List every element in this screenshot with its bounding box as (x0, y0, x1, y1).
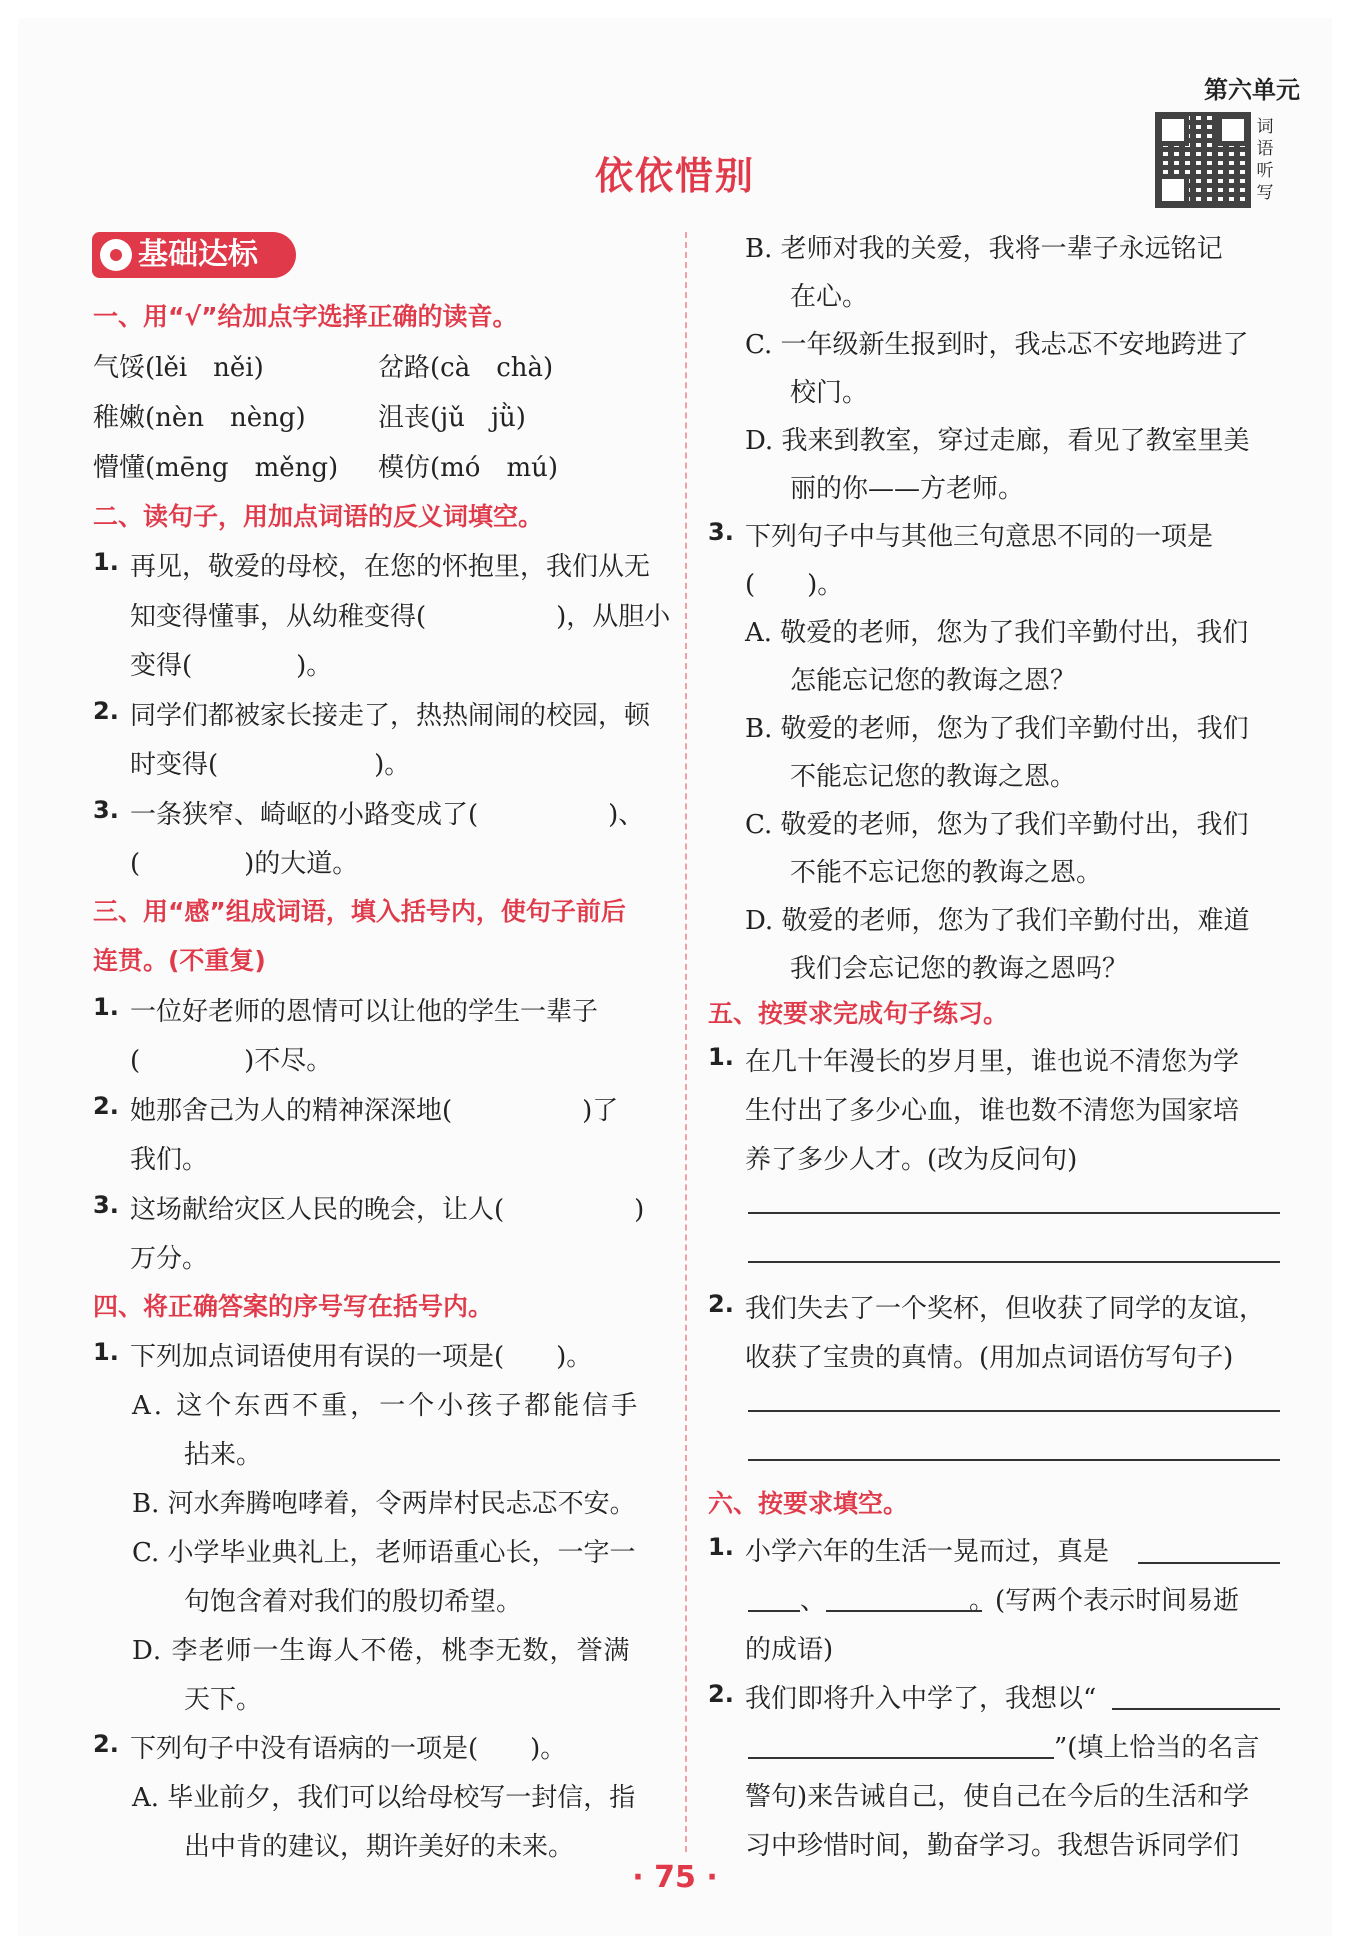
choice-option: B. 敬爱的老师，您为了我们辛勤付出，我们 (745, 714, 1249, 744)
question-text: 我们。 (130, 1145, 209, 1175)
question-text: 养了多少人才。(改为反问句) (745, 1145, 1078, 1175)
question-text: 一位好老师的恩情可以让他的学生一辈子 (130, 997, 599, 1027)
choice-option: 校门。 (790, 378, 869, 408)
question-number: 1. (708, 1533, 734, 1561)
choice-option: C. 小学毕业典礼上，老师语重心长，一字一 (132, 1538, 636, 1568)
choice-option: C. 一年级新生报到时，我忐忑不安地跨进了 (745, 330, 1249, 360)
answer-line[interactable] (826, 1610, 982, 1612)
question-number: 3. (93, 1191, 119, 1219)
section-4-title: 四、将正确答案的序号写在括号内。 (93, 1292, 494, 1321)
question-number: 1. (93, 993, 119, 1021)
pinyin-option[interactable]: 岔路(cà chà) (378, 353, 554, 383)
question-text: 下列加点词语使用有误的一项是( )。 (130, 1342, 593, 1372)
question-number: 3. (93, 796, 119, 824)
page-number: · 75 · (632, 1860, 718, 1895)
question-number: 1. (93, 1338, 119, 1366)
answer-line[interactable] (748, 1410, 1280, 1412)
answer-line[interactable] (748, 1261, 1280, 1263)
question-text: 生付出了多少心血，谁也数不清您为国家培 (745, 1096, 1240, 1126)
choice-option: 拈来。 (184, 1440, 263, 1470)
choice-option: A. 敬爱的老师，您为了我们辛勤付出，我们 (745, 618, 1249, 648)
question-text: 习中珍惜时间，勤奋学习。我想告诉同学们 (745, 1831, 1240, 1861)
answer-line[interactable] (748, 1459, 1280, 1461)
choice-option: 丽的你——方老师。 (790, 474, 1025, 504)
answer-line[interactable] (748, 1610, 800, 1612)
choice-option: 不能不忘记您的教诲之恩。 (790, 858, 1103, 888)
question-text: 这场献给灾区人民的晚会，让人( ) (130, 1195, 645, 1225)
choice-option: A. 这个东西不重，一个小孩子都能信手 (132, 1391, 641, 1421)
question-text: 万分。 (130, 1244, 209, 1274)
choice-option: 句饱含着对我们的殷切希望。 (184, 1587, 523, 1617)
answer-line[interactable] (1138, 1562, 1280, 1564)
choice-option: 出中肯的建议，期许美好的未来。 (184, 1832, 575, 1862)
column-divider (685, 232, 687, 1852)
question-number: 2. (93, 1730, 119, 1758)
choice-option: 不能忘记您的教诲之恩。 (790, 762, 1077, 792)
question-text: 的成语) (745, 1635, 834, 1665)
question-text: 变得( )。 (130, 651, 333, 681)
pinyin-option[interactable]: 沮丧(jǔ jǜ) (378, 403, 526, 433)
section-3-title: 连贯。(不重复) (93, 946, 266, 975)
question-text: 下列句子中没有语病的一项是( )。 (130, 1734, 567, 1764)
section-6-title: 六、按要求填空。 (708, 1489, 909, 1518)
question-number: 2. (708, 1290, 734, 1318)
section-3-title: 三、用“感”组成词语，填入括号内，使句子前后 (93, 897, 626, 926)
question-text: 警句)来告诫自己，使自己在今后的生活和学 (745, 1782, 1250, 1812)
question-text: 她那舍己为人的精神深深地( )了 (130, 1096, 619, 1126)
question-number: 2. (93, 697, 119, 725)
question-text: 知变得懂事，从幼稚变得( )，从胆小 (130, 602, 671, 632)
unit-label: 第六单元 (1204, 76, 1300, 104)
question-text: 再见，敬爱的母校，在您的怀抱里，我们从无 (130, 552, 651, 582)
answer-line[interactable] (748, 1757, 1054, 1759)
question-number: 3. (708, 518, 734, 546)
question-text: ( )不尽。 (130, 1046, 333, 1076)
qr-label: 词语听写 (1256, 117, 1274, 203)
section-badge (92, 232, 296, 278)
question-text: 下列句子中与其他三句意思不同的一项是 (745, 522, 1214, 552)
choice-option: 我们会忘记您的教诲之恩吗？ (790, 954, 1129, 984)
choice-option: B. 河水奔腾咆哮着，令两岸村民忐忑不安。 (132, 1489, 636, 1519)
question-text: 时变得( )。 (130, 750, 411, 780)
question-number: 1. (93, 548, 119, 576)
pinyin-option[interactable]: 气馁(lěi něi) (93, 353, 264, 383)
choice-option: D. 敬爱的老师，您为了我们辛勤付出，难道 (745, 906, 1250, 936)
section-5-title: 五、按要求完成句子练习。 (708, 999, 1009, 1028)
question-text: 在几十年漫长的岁月里，谁也说不清您为学 (745, 1047, 1240, 1077)
pinyin-option[interactable]: 懵懂(mēng měng) (93, 453, 339, 483)
choice-option: B. 老师对我的关爱，我将一辈子永远铭记 (745, 234, 1223, 264)
question-text: 同学们都被家长接走了，热热闹闹的校园，顿 (130, 701, 651, 731)
question-number: 2. (708, 1680, 734, 1708)
badge-label: 基础达标 (138, 237, 258, 272)
question-text: 一条狭窄、崎岖的小路变成了( )、 (130, 800, 645, 830)
choice-option: 天下。 (184, 1685, 263, 1715)
choice-option: C. 敬爱的老师，您为了我们辛勤付出，我们 (745, 810, 1249, 840)
answer-line[interactable] (748, 1212, 1280, 1214)
question-number: 2. (93, 1092, 119, 1120)
pinyin-option[interactable]: 稚嫩(nèn nèng) (93, 403, 306, 433)
choice-option: 在心。 (790, 282, 869, 312)
question-text: 收获了宝贵的真情。(用加点词语仿写句子) (745, 1343, 1234, 1373)
question-text: ”(填上恰当的名言 (1054, 1733, 1260, 1763)
page-title: 依依惜别 (594, 154, 755, 198)
question-number: 1. (708, 1043, 734, 1071)
choice-option: D. 我来到教室，穿过走廊，看见了教室里美 (745, 426, 1250, 456)
choice-option: D. 李老师一生诲人不倦，桃李无数，誉满 (132, 1636, 631, 1666)
pinyin-option[interactable]: 模仿(mó mú) (378, 453, 558, 483)
gear-icon (100, 239, 132, 271)
question-text: ( )。 (745, 570, 844, 600)
question-text: 我们失去了一个奖杯，但收获了同学的友谊， (745, 1294, 1266, 1324)
question-text: 我们即将升入中学了，我想以“ (745, 1684, 1097, 1714)
question-text: ( )的大道。 (130, 849, 359, 879)
question-text: 小学六年的生活一晃而过，真是 (745, 1537, 1110, 1567)
section-2-title: 二、读句子，用加点词语的反义词填空。 (93, 502, 544, 531)
question-text: 、 。(写两个表示时间易逝 (800, 1586, 1240, 1616)
choice-option: A. 毕业前夕，我们可以给母校写一封信，指 (132, 1783, 636, 1813)
section-1-title: 一、用“√”给加点字选择正确的读音。 (93, 302, 518, 331)
answer-line[interactable] (1112, 1708, 1280, 1710)
choice-option: 怎能忘记您的教诲之恩？ (790, 666, 1077, 696)
